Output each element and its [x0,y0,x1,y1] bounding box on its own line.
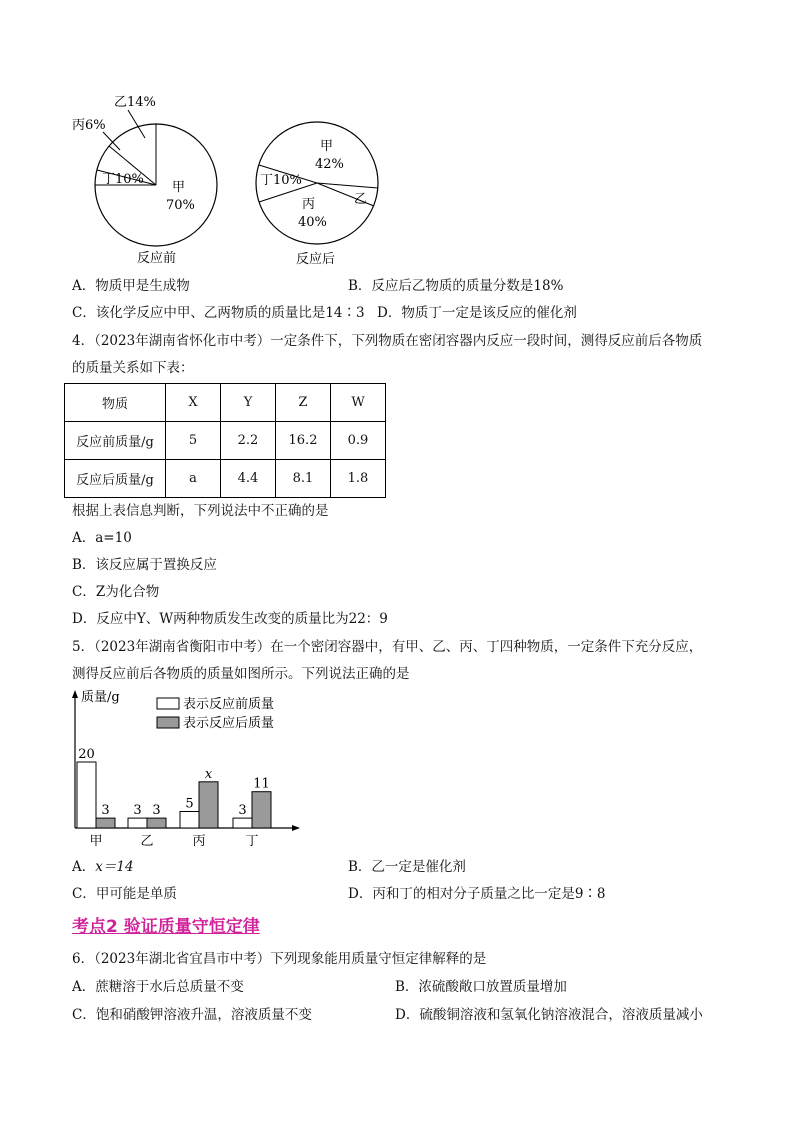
pie-after-divider [317,183,378,188]
table-header-cell: W [331,384,386,422]
legend-label-before: 表示反应前质量 [183,697,275,712]
legend-swatch-before [157,698,179,709]
bar-before [233,818,252,828]
pie-before-label-bing: 丙6% [72,118,106,133]
q4-option-c: C．Z为化合物 [72,584,160,600]
q3-option-d: D．物质丁一定是该反应的催化剂 [377,305,577,321]
q4-question: 根据上表信息判断，下列说法中不正确的是 [72,503,329,519]
bar-value-label: 11 [253,776,270,792]
bar-before [128,818,147,828]
bar-value-label: 3 [152,803,161,819]
table-cell: a [166,460,221,498]
q5-option-b: B．乙一定是催化剂 [348,859,466,875]
bar-before [180,812,199,829]
q4-option-a: A．a=10 [72,530,132,546]
q5-option-a-math: x＝14 [95,859,134,875]
q3-option-a: A．物质甲是生成物 [72,278,190,294]
q4-option-b: B．该反应属于置换反应 [72,557,217,573]
bar-value-label: 5 [185,796,194,812]
q4-table [64,383,386,498]
table-cell: 反应后质量/g [65,460,166,498]
legend-swatch-after [157,717,179,728]
q4-option-d: D．反应中Y、W两种物质发生改变的质量比为22：9 [72,611,388,627]
y-axis-label: 质量/g [81,690,120,705]
table-cell: 2.2 [221,422,276,460]
x-tick-label: 丙 [192,834,206,849]
bar-after [96,818,115,828]
q6-stem: 6．（2023年湖北省宜昌市中考）下列现象能用质量守恒定律解释的是 [72,951,487,967]
pie-before-label-ding: 丁10% [102,172,144,187]
pie-after-label-bing: 丙 [302,197,316,212]
q3-option-c: C．该化学反应中甲、乙两物质的质量比是14∶3 [72,305,365,321]
table-row [65,422,386,460]
x-tick-label: 甲 [89,834,103,849]
table-row [65,460,386,498]
pie-before-caption: 反应前 [137,251,177,266]
bar-before [77,762,96,828]
x-tick-label: 乙 [140,834,154,849]
bar-value-label: x [204,766,213,782]
pie-after-label-jia-pct: 42% [315,157,344,172]
q6-option-d: D．硫酸铜溶液和氢氧化钠溶液混合，溶液质量减小 [395,1007,703,1023]
q5-option-c: C．甲可能是单质 [72,886,177,902]
q5-option-a [72,858,134,876]
q5-option-d: D．丙和丁的相对分子质量之比一定是9∶8 [348,886,606,902]
pie-before-label-yi: 乙14% [114,95,156,110]
pie-after-label-yi: 乙 [354,192,368,207]
table-cell: 反应前质量/g [65,422,166,460]
legend-label-after: 表示反应后质量 [183,716,275,731]
table-header-cell: Z [276,384,331,422]
table-header-cell: Y [221,384,276,422]
table-cell: 0.9 [331,422,386,460]
pie-before [60,88,230,273]
pie-before-label-jia-pct: 70% [166,198,195,213]
q3-option-b: B．反应后乙物质的质量分数是18% [348,278,564,294]
bar-after [147,818,166,828]
q4-stem-line2: 的质量关系如下表： [72,360,194,376]
section-title: 考点2 验证质量守恒定律 [72,917,260,937]
pie-before-label-jia: 甲 [172,180,186,195]
bar-value-label: 3 [133,803,142,819]
q5-stem-line1: 5．（2023年湖南省衡阳市中考）在一个密闭容器中，有甲、乙、丙、丁四种物质，一定条件下充分反应， [72,639,703,655]
q5-stem-line2: 测得反应前后各物质的质量如图所示。下列说法正确的是 [72,666,410,682]
pie-after-label-jia: 甲 [320,139,334,154]
x-tick-label: 丁 [245,834,259,849]
q6-option-c: C．饱和硝酸钾溶液升温，溶液质量不变 [72,1007,312,1023]
bar-after [199,782,218,828]
bar-value-label: 3 [238,803,247,819]
q6-option-b: B．浓硫酸敞口放置质量增加 [395,979,567,995]
table-cell: 16.2 [276,422,331,460]
q4-stem-line1: 4．（2023年湖南省怀化市中考）一定条件下，下列物质在密闭容器内反应一段时间，测得反应前后各物质 [72,333,703,349]
y-axis-arrow [72,690,78,698]
table-header-cell: X [166,384,221,422]
pie-before-leader [128,110,145,138]
pie-after-label-ding: 丁10% [260,173,302,188]
pie-after [250,110,390,275]
q5-option-a-label: A． [72,859,96,875]
q5-bar-chart [60,688,310,853]
table-header-row [65,384,386,422]
q6-option-a: A．蔗糖溶于水后总质量不变 [72,979,244,995]
table-cell: 8.1 [276,460,331,498]
bar-value-label: 20 [78,747,95,762]
table-cell: 4.4 [221,460,276,498]
bar-after [252,792,271,828]
pie-before-leader [103,132,120,150]
x-axis-arrow [292,825,300,831]
pie-after-caption: 反应后 [296,252,336,267]
table-cell: 1.8 [331,460,386,498]
bar-value-label: 3 [101,803,110,819]
table-header-cell: 物质 [65,384,166,422]
pie-after-label-bing-pct: 40% [298,215,327,230]
table-cell: 5 [166,422,221,460]
